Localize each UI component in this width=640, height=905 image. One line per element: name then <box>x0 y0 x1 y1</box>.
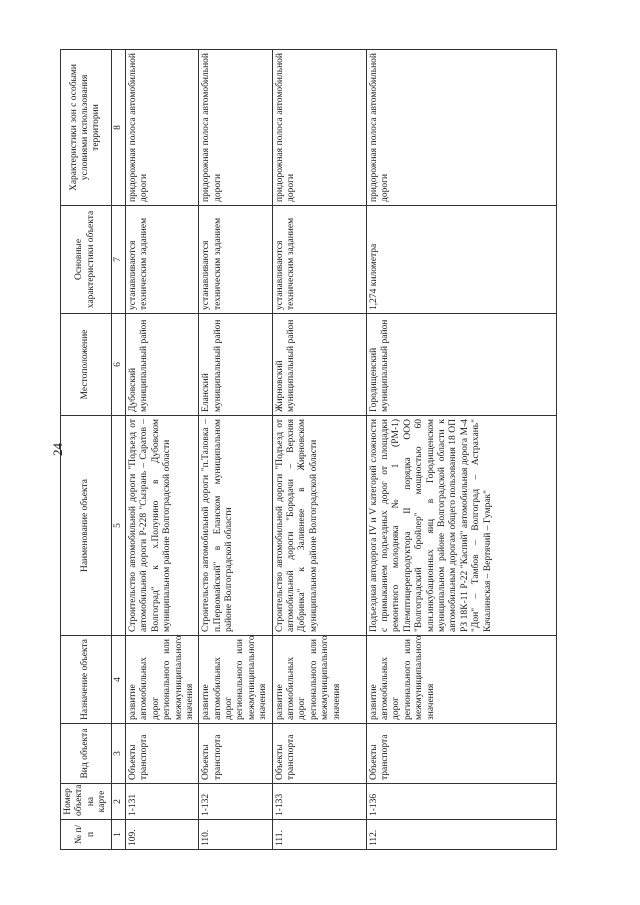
map-number-cell: 1-132 <box>199 784 272 820</box>
object-kind-cell: Объекты транспорта <box>125 724 198 784</box>
column-number-cell: 3 <box>111 724 125 784</box>
object-purpose-cell: развитие автомобильных дорог регионального или межмуниципального значения <box>125 636 198 724</box>
location-cell: Жирновский муниципальный район <box>272 314 366 416</box>
characteristics-cell: устанавливаются техническим заданием <box>125 206 198 314</box>
object-name-cell: Строительство автомобильной дороги "Подъезд от автомобильной дороги "Бородачи – Верхняя Добринка" к Заливневе в Жирновском муниципальном районе Волгоградской области <box>272 416 366 636</box>
column-number-cell: 5 <box>111 416 125 636</box>
zones-cell: придорожная полоса автомобильной дороги <box>366 50 556 206</box>
object-purpose-cell: развитие автомобильных дорог регионального или межмуниципального значения <box>199 636 272 724</box>
header-cell: Вид объекта <box>61 724 112 784</box>
object-purpose-cell: развитие автомобильных дорог регионального или межмуниципального значения <box>366 636 556 724</box>
header-cell: Местоположение <box>61 314 112 416</box>
column-number-cell: 6 <box>111 314 125 416</box>
location-cell: Еланский муниципальный район <box>199 314 272 416</box>
table-row <box>272 50 366 850</box>
row-number-cell: 110. <box>199 820 272 850</box>
header-cell: Назначение объекта <box>61 636 112 724</box>
column-number-cell: 1 <box>111 820 125 850</box>
table-row <box>125 50 198 850</box>
column-number-cell: 2 <box>111 784 125 820</box>
zones-cell: придорожная полоса автомобильной дороги <box>125 50 198 206</box>
location-cell: Дубовский муниципальный район <box>125 314 198 416</box>
page-number: 24 <box>50 443 65 456</box>
map-number-cell: 1-131 <box>125 784 198 820</box>
row-number-cell: 111. <box>272 820 366 850</box>
header-row <box>61 50 112 850</box>
object-name-cell: Строительство автомобильной дороги "Подъезд от автомобильной дороги Р-228 "Сызрань – Саратов – Волгоград" к х.Полунино в Дубовском муниципальном районе Волгоградской области <box>125 416 198 636</box>
zones-cell: придорожная полоса автомобильной дороги <box>199 50 272 206</box>
rotated-table-wrapper <box>60 50 635 850</box>
row-number-cell: 112. <box>366 820 556 850</box>
object-kind-cell: Объекты транспорта <box>366 724 556 784</box>
header-cell: Наименование объекта <box>61 416 112 636</box>
object-kind-cell: Объекты транспорта <box>272 724 366 784</box>
column-number-cell: 4 <box>111 636 125 724</box>
header-cell: Основные характеристики объекта <box>61 206 112 314</box>
column-number-cell: 8 <box>111 50 125 206</box>
table-row <box>366 50 556 850</box>
map-number-cell: 1-136 <box>366 784 556 820</box>
map-number-cell: 1-133 <box>272 784 366 820</box>
row-number-cell: 109. <box>125 820 198 850</box>
object-purpose-cell: развитие автомобильных дорог регионального или межмуниципального значения <box>272 636 366 724</box>
column-number-cell: 7 <box>111 206 125 314</box>
objects-table <box>60 49 557 850</box>
header-cell: Характеристики зон с особыми условиями использования территории <box>61 50 112 206</box>
object-name-cell: Строительство автомобильной дороги "п.Таловка – п.Первомайский" в Еланском муниципальном районе Волгоградской области <box>199 416 272 636</box>
table-row <box>199 50 272 850</box>
characteristics-cell: устанавливаются техническим заданием <box>272 206 366 314</box>
header-cell: Номер объекта на карте <box>61 784 112 820</box>
object-kind-cell: Объекты транспорта <box>199 724 272 784</box>
zones-cell: придорожная полоса автомобильной дороги <box>272 50 366 206</box>
characteristics-cell: 1,274 километра <box>366 206 556 314</box>
header-cell: № п/п <box>61 820 112 850</box>
object-name-cell: Подъездная автодорога IV и V категорий сложности с примыканием подъездных дорог от площадки ремонтного молодняка № 1 (РМ-1) Племптицерепродуктора II порядка ООО "Волгоградский бройлер" мощностью 60 млн.инкубационных яиц в Городищенском муниципальном районе Волгоградской области к автомобильным дорогам общего пользования 18 ОП РЗ 18К-11 Р-22 "Каспий" автомобильная дорога М-4 "Дон" – Тамбов – Волгоград – Астрахань" Качалинская – Вертячий – Гумрак" <box>366 416 556 636</box>
column-number-row <box>111 50 125 850</box>
characteristics-cell: устанавливаются техническим заданием <box>199 206 272 314</box>
location-cell: Городищенский муниципальный район <box>366 314 556 416</box>
